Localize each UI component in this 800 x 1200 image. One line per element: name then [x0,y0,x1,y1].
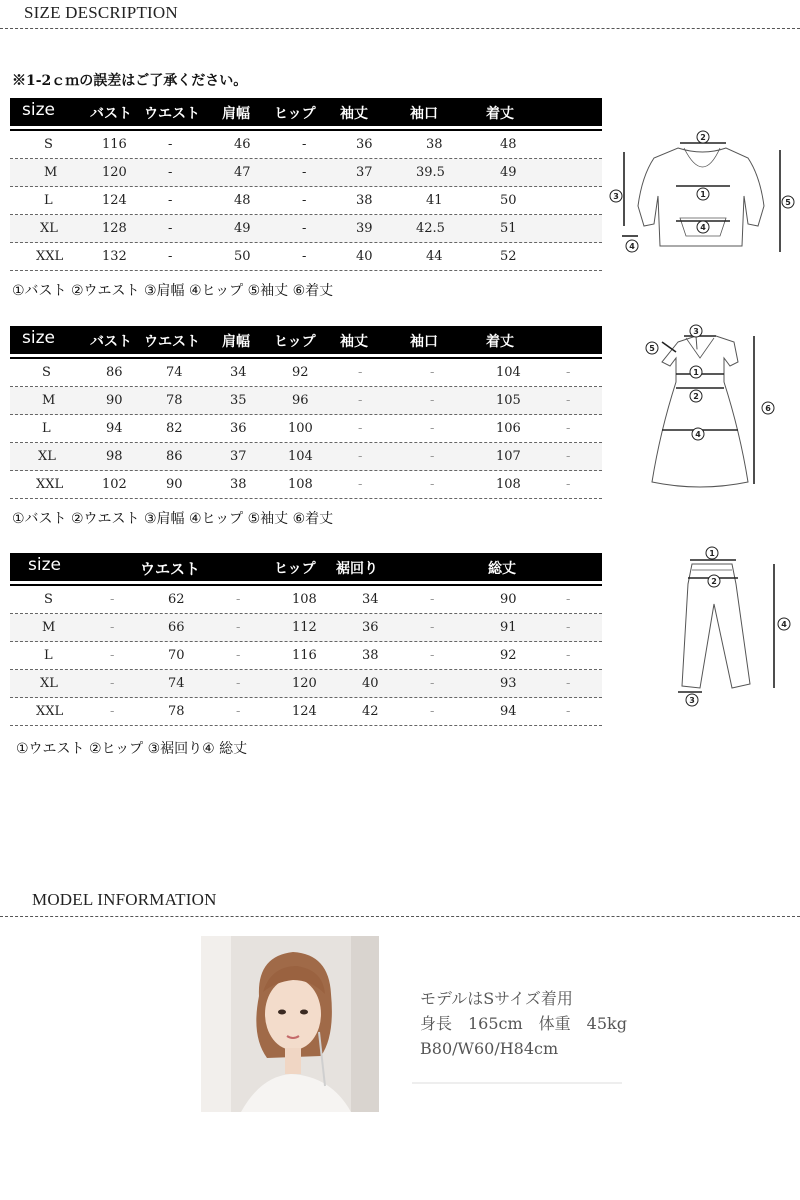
size-table-dress [10,326,602,499]
table-row: S - 62 - 108 34 - 90 - [10,586,602,614]
diagram-marker-3: 3 [689,696,695,705]
hoodie-diagram [608,126,798,256]
table-body [10,131,602,271]
table-row: M 90 78 35 96 - - 105 - [10,387,602,415]
table-row: S 116 - 46 - 36 38 48 [10,131,602,159]
header-shoulder: 肩幅 [222,334,250,350]
header-sleeve-length: 袖丈 [340,106,368,122]
diagram-marker-5: 5 [785,198,791,207]
header-bust: バスト [90,334,132,350]
header-waist: ウエスト [140,560,201,578]
diagram-marker-2: 2 [693,392,699,401]
section-divider [0,28,800,29]
diagram-marker-6: 6 [765,404,771,413]
section-divider [0,916,800,917]
dress-diagram [640,322,790,492]
model-measurements: B80/W60/H84cm [420,1039,559,1058]
table-header [10,326,602,354]
header-sleeve-length: 袖丈 [340,334,368,350]
header-total-length: 総丈 [488,561,516,577]
header-waist: ウエスト [144,106,200,122]
tolerance-note: ※1-2ｃｍの誤差はご了承ください。 [12,73,248,89]
model-info [420,986,627,1061]
header-hip: ヒップ [274,106,316,122]
size-table-top [10,98,602,271]
size-table-pants [10,553,602,726]
diagram-marker-4: 4 [695,430,701,439]
pants-diagram [666,544,796,710]
header-cuff: 袖口 [410,106,438,122]
diagram-marker-4: 4 [700,223,706,232]
measurement-legend: ①ウエスト ②ヒップ ③裾回り④ 総丈 [16,741,248,757]
header-length: 着丈 [486,334,514,350]
diagram-marker-5: 5 [649,344,655,353]
table-body [10,359,602,499]
model-height-weight: 身長 165cm 体重 45kg [420,1014,627,1033]
table-row: L - 70 - 116 38 - 92 - [10,642,602,670]
header-hip: ヒップ [274,561,316,577]
model-information-title: MODEL INFORMATION [32,890,217,909]
divider [412,1082,622,1084]
header-size: size [22,100,55,120]
table-body [10,586,602,726]
diagram-marker-2: 2 [711,577,717,586]
table-header [10,553,602,581]
table-row: XL 128 - 49 - 39 42.5 51 [10,215,602,243]
diagram-marker-1: 1 [709,549,715,558]
table-row: M - 66 - 112 36 - 91 - [10,614,602,642]
model-photo [201,936,379,1112]
table-row: XXL 102 90 38 108 - - 108 - [10,471,602,499]
table-row: M 120 - 47 - 37 39.5 49 [10,159,602,187]
header-hem: 裾回り [336,561,378,577]
table-row: XXL 132 - 50 - 40 44 52 [10,243,602,271]
model-size-worn: モデルはSサイズ着用 [420,989,573,1008]
diagram-marker-4b: 4 [629,242,635,251]
table-row: L 124 - 48 - 38 41 50 [10,187,602,215]
measurement-legend: ①バスト ②ウエスト ③肩幅 ④ヒップ ⑤袖丈 ⑥着丈 [12,283,334,299]
header-size: size [22,328,55,348]
diagram-marker-1: 1 [700,190,706,199]
table-row: S 86 74 34 92 - - 104 - [10,359,602,387]
diagram-marker-3: 3 [613,192,619,201]
diagram-marker-2: 2 [700,133,706,142]
header-length: 着丈 [486,106,514,122]
header-hip: ヒップ [274,334,316,350]
diagram-marker-1: 1 [693,368,699,377]
diagram-marker-3: 3 [693,327,699,336]
measurement-legend: ①バスト ②ウエスト ③肩幅 ④ヒップ ⑤袖丈 ⑥着丈 [12,511,334,527]
header-waist: ウエスト [144,334,200,350]
size-description-title: SIZE DESCRIPTION [24,3,178,22]
header-shoulder: 肩幅 [222,106,250,122]
table-row: L 94 82 36 100 - - 106 - [10,415,602,443]
table-header [10,98,602,126]
table-row: XL 98 86 37 104 - - 107 - [10,443,602,471]
header-size: size [28,555,61,575]
table-row: XXL - 78 - 124 42 - 94 - [10,698,602,726]
header-bust: バスト [90,106,132,122]
diagram-marker-4: 4 [781,620,787,629]
header-cuff: 袖口 [410,334,438,350]
table-row: XL - 74 - 120 40 - 93 - [10,670,602,698]
